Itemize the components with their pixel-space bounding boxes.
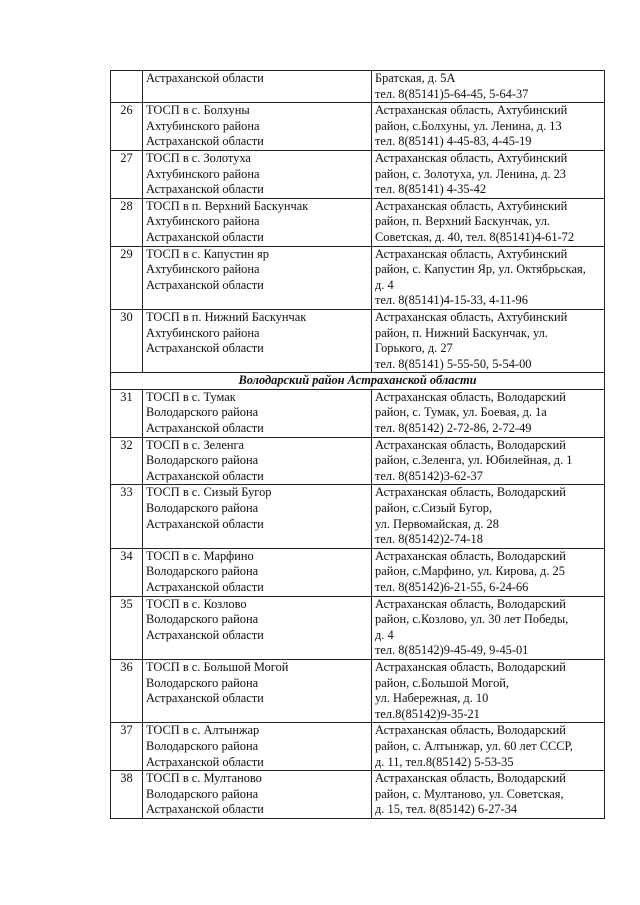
- office-name-line: ТОСП в с. Капустин яр: [146, 246, 269, 261]
- office-address-cell: [372, 548, 605, 596]
- office-address-line: район, с. Золотуха, ул. Ленина, д. 23: [375, 166, 566, 181]
- office-address-line: тел. 8(85141) 5-55-50, 5-54-00: [375, 356, 532, 371]
- office-name-cell: [143, 771, 372, 819]
- section-title: Володарский район Астраханской области: [111, 373, 605, 390]
- office-name-line: ТОСП в п. Верхний Баскунчак: [146, 198, 309, 213]
- office-address-line: Астраханская область, Ахтубинский: [375, 150, 568, 165]
- table-row: [111, 246, 605, 309]
- section-header: [111, 373, 605, 390]
- table-row: [111, 389, 605, 437]
- office-address-line: Горького, д. 27: [375, 341, 453, 356]
- office-name-line: Астраханской области: [146, 134, 264, 149]
- office-name-cell: [143, 548, 372, 596]
- office-address-line: Астраханская область, Володарский: [375, 659, 566, 674]
- offices-table: [110, 70, 605, 819]
- row-number: 29: [111, 246, 143, 309]
- office-address-line: район, с. Капустин Яр, ул. Октябрьская,: [375, 262, 586, 277]
- office-address-line: район, с. Тумак, ул. Боевая, д. 1а: [375, 405, 547, 420]
- office-name-line: ТОСП в с. Тумак: [146, 389, 236, 404]
- office-address-line: район, с.Козлово, ул. 30 лет Победы,: [375, 612, 569, 627]
- office-name-line: Астраханской области: [146, 516, 264, 531]
- row-number: 28: [111, 198, 143, 246]
- row-number: 33: [111, 485, 143, 548]
- office-address-cell: [372, 485, 605, 548]
- office-address-line: д. 15, тел. 8(85142) 6-27-34: [375, 802, 518, 817]
- office-name-line: Володарского района: [146, 501, 259, 516]
- office-address-cell: [372, 659, 605, 722]
- office-address-line: Астраханская область, Володарский: [375, 771, 566, 786]
- office-address-line: Астраханская область, Володарский: [375, 437, 566, 452]
- row-number: 37: [111, 723, 143, 771]
- office-address-line: тел. 8(85141) 4-35-42: [375, 182, 487, 197]
- office-address-line: тел. 8(85142)3-62-37: [375, 468, 483, 483]
- office-address-line: Астраханская область, Ахтубинский: [375, 198, 568, 213]
- office-address-line: Астраханская область, Володарский: [375, 485, 566, 500]
- row-number: [111, 71, 143, 103]
- office-address-line: д. 11, тел.8(85142) 5-53-35: [375, 754, 514, 769]
- office-name-line: ТОСП в с. Козлово: [146, 596, 247, 611]
- table-row: [111, 71, 605, 103]
- office-address-cell: [372, 246, 605, 309]
- office-name-cell: [143, 246, 372, 309]
- table-row: [111, 103, 605, 151]
- office-name-line: ТОСП в п. Нижний Баскунчак: [146, 309, 307, 324]
- office-name-line: Ахтубинского района: [146, 214, 260, 229]
- table-row: [111, 596, 605, 659]
- office-name-cell: [143, 71, 372, 103]
- office-address-line: район, п. Верхний Баскунчак, ул.: [375, 214, 550, 229]
- office-name-line: Володарского района: [146, 786, 259, 801]
- row-number: 31: [111, 389, 143, 437]
- office-address-line: тел. 8(85142)9-45-49, 9-45-01: [375, 643, 529, 658]
- office-name-cell: [143, 103, 372, 151]
- table-row: [111, 771, 605, 819]
- office-address-line: тел. 8(85142) 2-72-86, 2-72-49: [375, 421, 532, 436]
- office-address-line: тел. 8(85141) 4-45-83, 4-45-19: [375, 134, 532, 149]
- office-address-line: район, с.Марфино, ул. Кирова, д. 25: [375, 564, 565, 579]
- office-name-cell: [143, 596, 372, 659]
- office-address-line: тел. 8(85141)4-15-33, 4-11-96: [375, 293, 528, 308]
- office-name-line: Астраханской области: [146, 229, 264, 244]
- office-name-line: Астраханской области: [146, 182, 264, 197]
- office-name-line: Ахтубинского района: [146, 118, 260, 133]
- office-name-line: Астраханской области: [146, 421, 264, 436]
- office-name-line: Володарского района: [146, 612, 259, 627]
- office-address-line: район, п. Нижний Баскунчак, ул.: [375, 325, 548, 340]
- office-name-line: Астраханской области: [146, 341, 264, 356]
- office-name-line: Астраханской области: [146, 802, 264, 817]
- table-row: [111, 485, 605, 548]
- office-address-line: район, с. Мултаново, ул. Советская,: [375, 786, 564, 801]
- office-name-line: ТОСП в с. Золотуха: [146, 150, 251, 165]
- office-address-line: тел.8(85142)9-35-21: [375, 706, 480, 721]
- office-name-line: ТОСП в с. Болхуны: [146, 103, 250, 118]
- office-address-line: тел. 8(85141)5-64-45, 5-64-37: [375, 86, 529, 101]
- office-name-cell: [143, 485, 372, 548]
- office-address-line: Астраханская область, Ахтубинский: [375, 309, 568, 324]
- office-name-line: ТОСП в с. Алтынжар: [146, 723, 260, 738]
- office-address-line: тел. 8(85142)2-74-18: [375, 532, 483, 547]
- office-address-line: Астраханская область, Володарский: [375, 389, 566, 404]
- table-row: [111, 659, 605, 722]
- row-number: 36: [111, 659, 143, 722]
- office-name-line: Володарского района: [146, 405, 259, 420]
- table-row: [111, 198, 605, 246]
- row-number: 26: [111, 103, 143, 151]
- row-number: 38: [111, 771, 143, 819]
- office-name-line: Володарского района: [146, 453, 259, 468]
- office-address-cell: [372, 771, 605, 819]
- office-address-cell: [372, 309, 605, 372]
- row-number: 34: [111, 548, 143, 596]
- office-name-line: ТОСП в с. Зеленга: [146, 437, 245, 452]
- office-name-cell: [143, 150, 372, 198]
- office-address-line: ул. Набережная, д. 10: [375, 691, 489, 706]
- office-name-line: Ахтубинского района: [146, 262, 260, 277]
- office-address-cell: [372, 198, 605, 246]
- office-name-line: ТОСП в с. Марфино: [146, 548, 254, 563]
- office-address-line: Советская, д. 40, тел. 8(85141)4-61-72: [375, 229, 575, 244]
- office-name-line: Ахтубинского района: [146, 166, 260, 181]
- office-address-cell: [372, 437, 605, 485]
- office-name-cell: [143, 198, 372, 246]
- office-name-line: Астраханской области: [146, 468, 264, 483]
- row-number: 27: [111, 150, 143, 198]
- office-address-line: Братская, д. 5А: [375, 71, 456, 85]
- office-address-cell: [372, 596, 605, 659]
- ahtubinsky-rows: [111, 71, 605, 373]
- office-address-line: Астраханская область, Володарский: [375, 723, 566, 738]
- office-address-line: район, с.Болхуны, ул. Ленина, д. 13: [375, 118, 562, 133]
- row-number: 30: [111, 309, 143, 372]
- office-name-line: Астраханской области: [146, 754, 264, 769]
- office-address-line: район, с.Большой Могой,: [375, 675, 509, 690]
- office-name-cell: [143, 389, 372, 437]
- office-address-cell: [372, 723, 605, 771]
- table-row: [111, 437, 605, 485]
- office-name-line: Астраханской области: [146, 691, 264, 706]
- row-number: 32: [111, 437, 143, 485]
- office-name-cell: [143, 309, 372, 372]
- table-row: [111, 309, 605, 372]
- office-name-cell: [143, 437, 372, 485]
- table-row: [111, 150, 605, 198]
- office-address-cell: [372, 150, 605, 198]
- office-name-line: ТОСП в с. Сизый Бугор: [146, 485, 272, 500]
- office-name-line: Астраханской области: [146, 627, 264, 642]
- office-address-cell: [372, 389, 605, 437]
- office-address-cell: [372, 71, 605, 103]
- office-name-line: ТОСП в с. Большой Могой: [146, 659, 289, 674]
- office-name-line: Ахтубинского района: [146, 325, 260, 340]
- office-name-line: Володарского района: [146, 675, 259, 690]
- office-address-line: д. 4: [375, 277, 394, 292]
- office-name-line: Астраханской области: [146, 71, 264, 85]
- section-row: [111, 373, 605, 390]
- office-address-line: д. 4: [375, 627, 394, 642]
- table-row: [111, 548, 605, 596]
- office-name-line: Володарского района: [146, 564, 259, 579]
- office-address-line: Астраханская область, Ахтубинский: [375, 103, 568, 118]
- office-name-line: Астраханской области: [146, 277, 264, 292]
- office-address-line: район, с. Алтынжар, ул. 60 лет СССР,: [375, 738, 573, 753]
- office-name-cell: [143, 659, 372, 722]
- office-name-line: Астраханской области: [146, 580, 264, 594]
- office-address-line: Астраханская область, Володарский: [375, 596, 566, 611]
- office-address-line: район, с.Сизый Бугор,: [375, 501, 493, 516]
- office-address-line: Астраханская область, Володарский: [375, 548, 566, 563]
- office-address-line: Астраханская область, Ахтубинский: [375, 246, 568, 261]
- table-row: [111, 723, 605, 771]
- volodarsky-rows: [111, 389, 605, 818]
- office-address-line: тел. 8(85142)6-21-55, 6-24-66: [375, 580, 529, 594]
- office-name-line: Володарского района: [146, 738, 259, 753]
- office-name-cell: [143, 723, 372, 771]
- office-address-cell: [372, 103, 605, 151]
- office-address-line: ул. Первомайская, д. 28: [375, 516, 499, 531]
- office-name-line: ТОСП в с. Мултаново: [146, 771, 262, 786]
- office-address-line: район, с.Зеленга, ул. Юбилейная, д. 1: [375, 453, 573, 468]
- row-number: 35: [111, 596, 143, 659]
